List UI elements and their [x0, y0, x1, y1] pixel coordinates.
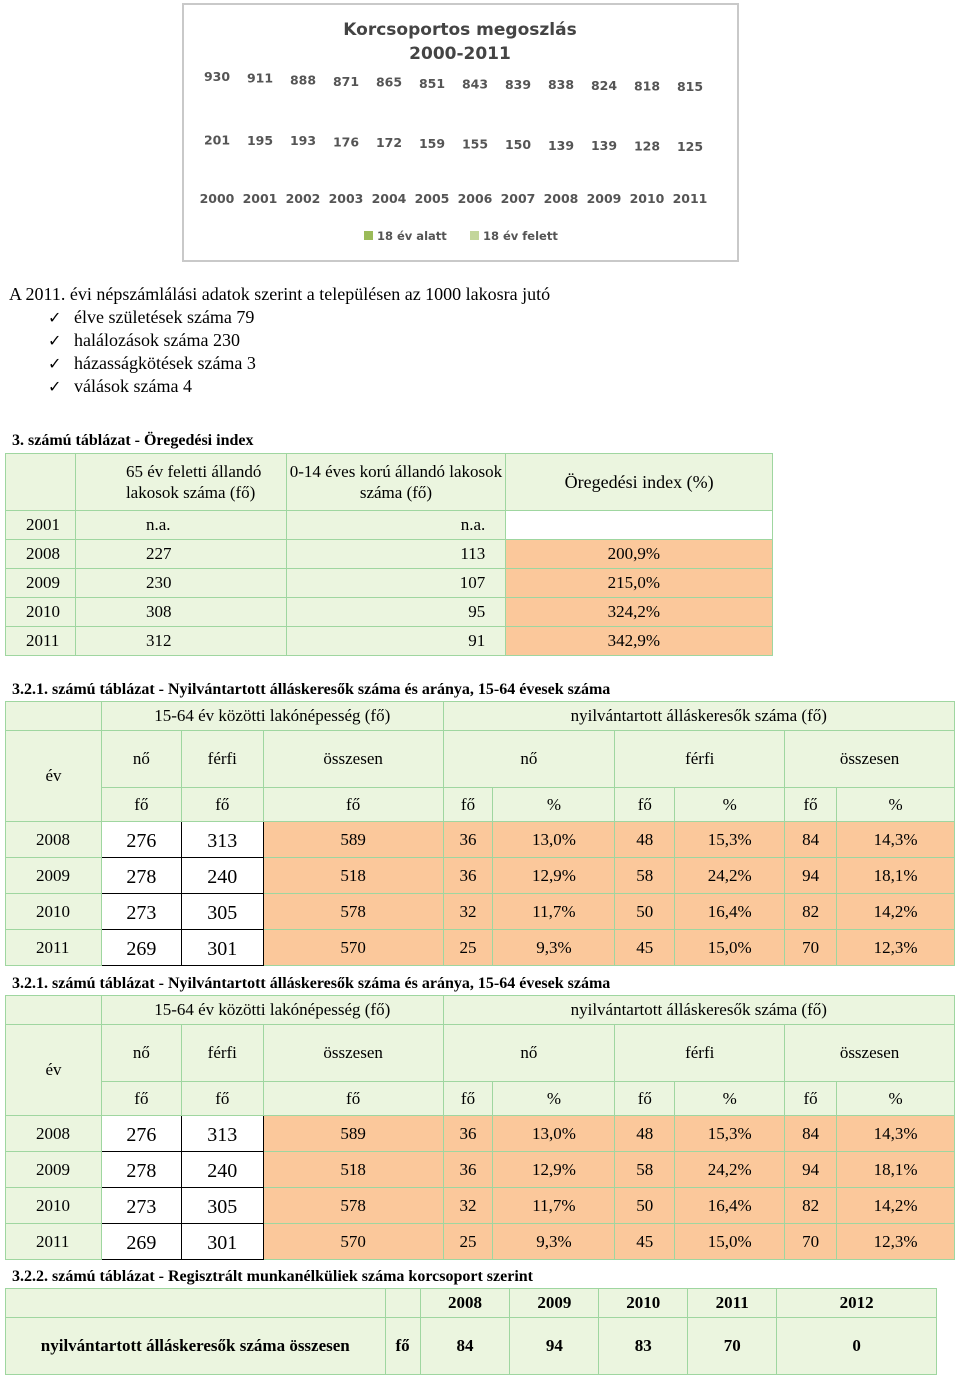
table-cell: 25 [443, 1224, 493, 1260]
checkmark-icon: ✓ [48, 308, 62, 327]
table-row [6, 1152, 955, 1188]
table-cell: 84 [420, 1318, 510, 1375]
sub-header: férfi [615, 1025, 785, 1082]
table-cell: 518 [263, 858, 443, 894]
sub-header: összesen [785, 1025, 955, 1082]
table-row [6, 627, 773, 656]
row-label: nyilvántartott álláskeresők száma összesen [6, 1318, 386, 1375]
table-cell: 45 [615, 1224, 675, 1260]
table-cell: 570 [263, 930, 443, 966]
jobseekers-table-repeat [5, 995, 955, 1260]
table-header: 65 év feletti állandó lakosok száma (fő) [75, 454, 286, 511]
table-cell: 94 [785, 1152, 837, 1188]
x-tick-label: 2004 [371, 191, 407, 206]
unit-header: fő [785, 1082, 837, 1116]
table-cell: 2010 [6, 1188, 102, 1224]
table-cell: 2010 [6, 598, 76, 627]
table-cell: 312 [75, 627, 286, 656]
unit-row [6, 1082, 955, 1116]
chart-title: Korcsoportos megoszlás [343, 20, 577, 40]
sub-header: nő [101, 731, 181, 788]
table-cell: 70 [785, 930, 837, 966]
checkmark-icon: ✓ [48, 377, 62, 396]
table-row [6, 569, 773, 598]
table-row [6, 858, 955, 894]
table-cell: 36 [443, 1116, 493, 1152]
table-cell: 32 [443, 1188, 493, 1224]
chart-svg [184, 5, 737, 260]
table-cell: 48 [615, 822, 675, 858]
table-cell: 305 [181, 1188, 263, 1224]
x-tick-label: 2007 [500, 191, 536, 206]
table-cell: 230 [75, 569, 286, 598]
unit-header: % [493, 1082, 615, 1116]
table-cell: 70 [688, 1318, 777, 1375]
unit-header: % [837, 1082, 955, 1116]
header-row [6, 702, 955, 731]
table-cell: 9,3% [493, 930, 615, 966]
table-row [6, 511, 773, 540]
table-cell: 0 [777, 1318, 937, 1375]
table-row [6, 930, 955, 966]
data-label: 128 [633, 138, 661, 154]
list-item [48, 352, 550, 375]
data-label: 865 [375, 74, 403, 90]
table-cell: 36 [443, 858, 493, 894]
data-label: 159 [418, 136, 446, 151]
data-label: 911 [246, 70, 274, 86]
table-cell: 570 [263, 1224, 443, 1260]
table-cell: 84 [785, 822, 837, 858]
table-row [6, 894, 955, 930]
sub-header: nő [443, 1025, 615, 1082]
table-cell [6, 702, 102, 731]
aging-index-table [5, 453, 773, 656]
table-header: 2009 [510, 1289, 599, 1318]
table-cell: 15,3% [675, 1116, 785, 1152]
table-cell: 313 [181, 822, 263, 858]
data-label: 888 [289, 72, 317, 88]
data-label: 818 [633, 78, 661, 94]
table-cell: 200,9% [506, 540, 773, 569]
table-cell: 14,3% [837, 1116, 955, 1152]
table-cell: 278 [101, 858, 181, 894]
header-row [6, 996, 955, 1025]
unit-header: fő [181, 788, 263, 822]
table-cell: 36 [443, 822, 493, 858]
table-cell: 2001 [6, 511, 76, 540]
legend-swatch [364, 231, 373, 240]
table-cell: 305 [181, 894, 263, 930]
sub-header: összesen [263, 1025, 443, 1082]
table3-caption: 3.2.1. számú táblázat - Nyilvántartott álláskeresők száma és aránya, 15-64 évesek száma [12, 975, 611, 992]
table-cell: 273 [101, 1188, 181, 1224]
data-label: 176 [332, 134, 360, 150]
list-item-text: házasságkötések száma 3 [74, 353, 256, 373]
unit-header: fő [263, 788, 443, 822]
table-cell: 2009 [6, 1152, 102, 1188]
table-cell: 9,3% [493, 1224, 615, 1260]
chart-subtitle: 2000-2011 [409, 44, 511, 64]
x-tick-label: 2002 [285, 191, 321, 206]
table-cell: 36 [443, 1152, 493, 1188]
table-cell: 82 [785, 1188, 837, 1224]
unit-header: % [837, 788, 955, 822]
sub-header: férfi [615, 731, 785, 788]
table-cell: 342,9% [506, 627, 773, 656]
checkmark-icon: ✓ [48, 354, 62, 373]
table-cell: 14,2% [837, 894, 955, 930]
legend-swatch [470, 231, 479, 240]
unit-header: fő [101, 788, 181, 822]
table-cell: 16,4% [675, 1188, 785, 1224]
table-cell: 113 [286, 540, 506, 569]
table-cell: 84 [785, 1116, 837, 1152]
table-cell: 273 [101, 894, 181, 930]
unit-header: fő [443, 1082, 493, 1116]
table-cell: 2011 [6, 930, 102, 966]
table-row [6, 1224, 955, 1260]
table-cell: 32 [443, 894, 493, 930]
table-cell: 215,0% [506, 569, 773, 598]
table-cell: 324,2% [506, 598, 773, 627]
table-header: Öregedési index (%) [506, 454, 773, 511]
group-header: 15-64 év közötti lakónépesség (fő) [101, 702, 443, 731]
legend-label: 18 év felett [483, 229, 558, 243]
table-cell: 269 [101, 930, 181, 966]
table-cell: 15,0% [675, 1224, 785, 1260]
intro-text: A 2011. évi népszámlálási adatok szerint a településen az 1000 lakosra jutó [9, 284, 551, 304]
sub-header: összesen [263, 731, 443, 788]
table-cell: 15,0% [675, 930, 785, 966]
table-cell: 25 [443, 930, 493, 966]
table-cell: 2008 [6, 1116, 102, 1152]
table-cell: 70 [785, 1224, 837, 1260]
table-cell: 11,7% [493, 894, 615, 930]
table-cell: 45 [615, 930, 675, 966]
data-label: 824 [590, 78, 618, 94]
table-cell: 2011 [6, 1224, 102, 1260]
table-cell: 269 [101, 1224, 181, 1260]
table-cell: 94 [785, 858, 837, 894]
table-cell: 18,1% [837, 858, 955, 894]
unit-header: fő [443, 788, 493, 822]
census-summary [9, 283, 550, 398]
x-tick-label: 2009 [586, 191, 622, 206]
table-row [6, 1188, 955, 1224]
sub-header: nő [101, 1025, 181, 1082]
age-distribution-chart [182, 3, 739, 262]
table-header: 2012 [777, 1289, 937, 1318]
table-cell: n.a. [75, 511, 286, 540]
sub-header: férfi [181, 1025, 263, 1082]
table-cell: 2010 [6, 894, 102, 930]
table-header [6, 454, 76, 511]
data-label: 930 [203, 69, 231, 84]
table-cell: 278 [101, 1152, 181, 1188]
table-cell: 16,4% [675, 894, 785, 930]
table-cell [506, 511, 773, 540]
table-cell: 14,2% [837, 1188, 955, 1224]
list-item [48, 375, 550, 398]
table-cell: 518 [263, 1152, 443, 1188]
data-label: 150 [504, 136, 532, 152]
table-cell: 50 [615, 894, 675, 930]
table-cell: 301 [181, 1224, 263, 1260]
table-cell: 24,2% [675, 858, 785, 894]
table-cell: 12,9% [493, 858, 615, 894]
x-tick-label: 2000 [199, 191, 235, 206]
unit-header: fő [181, 1082, 263, 1116]
x-tick-label: 2010 [629, 191, 665, 206]
table-cell: n.a. [286, 511, 506, 540]
table-cell: 276 [101, 1116, 181, 1152]
x-tick-label: 2001 [242, 191, 278, 206]
legend-label: 18 év alatt [377, 229, 447, 243]
table-cell: 589 [263, 822, 443, 858]
data-label: 851 [418, 75, 446, 91]
table-cell: 240 [181, 858, 263, 894]
year-header: év [6, 731, 102, 822]
table2-caption: 3.2.1. számú táblázat - Nyilvántartott álláskeresők száma és aránya, 15-64 évesek száma [12, 681, 611, 698]
table-cell: 11,7% [493, 1188, 615, 1224]
unit-cell: fő [385, 1318, 420, 1375]
table-header: 2008 [420, 1289, 510, 1318]
year-header: év [6, 1025, 102, 1116]
data-label: 843 [461, 76, 489, 92]
table-cell: 95 [286, 598, 506, 627]
list-item-text: válások száma 4 [74, 376, 192, 396]
table-row [6, 598, 773, 627]
unit-header: % [675, 788, 785, 822]
table-row [6, 822, 955, 858]
table-cell: 12,3% [837, 930, 955, 966]
data-label: 871 [332, 74, 360, 90]
table-cell: 2011 [6, 627, 76, 656]
jobseekers-table [5, 701, 955, 966]
unit-header: % [493, 788, 615, 822]
table-cell: 12,9% [493, 1152, 615, 1188]
x-tick-label: 2006 [457, 191, 493, 206]
sub-header: férfi [181, 731, 263, 788]
header-row [6, 1025, 955, 1082]
table-cell: 12,3% [837, 1224, 955, 1260]
unit-header: fő [785, 788, 837, 822]
table-cell: 301 [181, 930, 263, 966]
x-tick-label: 2008 [543, 191, 579, 206]
data-label: 125 [676, 139, 704, 154]
table-cell: 58 [615, 858, 675, 894]
data-label: 839 [504, 76, 532, 92]
table-cell: 308 [75, 598, 286, 627]
table-cell: 578 [263, 1188, 443, 1224]
data-label: 139 [590, 137, 618, 153]
x-tick-label: 2005 [414, 191, 450, 206]
unit-header: fő [263, 1082, 443, 1116]
unit-header: fő [101, 1082, 181, 1116]
table-cell: 2009 [6, 569, 76, 598]
unit-row [6, 788, 955, 822]
table-cell: 13,0% [493, 1116, 615, 1152]
table-header: 0-14 éves korú állandó lakosok száma (fő) [286, 454, 506, 511]
group-header: nyilvántartott álláskeresők száma (fő) [443, 996, 954, 1025]
table-cell: 589 [263, 1116, 443, 1152]
data-label: 155 [461, 136, 489, 152]
table-cell: 2008 [6, 540, 76, 569]
table-cell: 82 [785, 894, 837, 930]
table-cell [6, 996, 102, 1025]
table-cell: 2009 [6, 858, 102, 894]
data-label: 139 [547, 137, 575, 153]
table-cell: 83 [599, 1318, 688, 1375]
table-cell: 578 [263, 894, 443, 930]
header-row [6, 731, 955, 788]
table-cell [6, 1289, 386, 1318]
unit-header: fő [615, 1082, 675, 1116]
table-cell: 24,2% [675, 1152, 785, 1188]
table-cell: 2008 [6, 822, 102, 858]
table-cell: 94 [510, 1318, 599, 1375]
data-label: 193 [289, 133, 317, 149]
group-header: nyilvántartott álláskeresők száma (fő) [443, 702, 954, 731]
table-cell: 15,3% [675, 822, 785, 858]
table-cell: 227 [75, 540, 286, 569]
census-list [9, 306, 550, 398]
data-label: 201 [203, 132, 231, 148]
table-cell: 91 [286, 627, 506, 656]
table-cell: 13,0% [493, 822, 615, 858]
table-cell: 107 [286, 569, 506, 598]
list-item [48, 329, 550, 352]
table-cell: 48 [615, 1116, 675, 1152]
list-item-text: élve születések száma 79 [74, 307, 255, 327]
data-label: 195 [246, 132, 274, 148]
unit-header: % [675, 1082, 785, 1116]
table-cell: 276 [101, 822, 181, 858]
table1-caption: 3. számú táblázat - Öregedési index [12, 432, 254, 449]
sub-header: összesen [785, 731, 955, 788]
table-cell: 240 [181, 1152, 263, 1188]
list-item-text: halálozások száma 230 [74, 330, 240, 350]
table-cell: 313 [181, 1116, 263, 1152]
unit-header: fő [615, 788, 675, 822]
table-cell: 18,1% [837, 1152, 955, 1188]
checkmark-icon: ✓ [48, 331, 62, 350]
x-tick-label: 2011 [672, 191, 708, 206]
table-cell [385, 1289, 420, 1318]
data-label: 838 [547, 77, 575, 92]
data-label: 172 [375, 134, 403, 150]
data-label: 815 [676, 79, 704, 94]
registered-unemployed-table [5, 1288, 937, 1375]
group-header: 15-64 év közötti lakónépesség (fő) [101, 996, 443, 1025]
sub-header: nő [443, 731, 615, 788]
table-row [6, 540, 773, 569]
list-item [48, 306, 550, 329]
table-header: 2010 [599, 1289, 688, 1318]
table-cell: 50 [615, 1188, 675, 1224]
table4-caption: 3.2.2. számú táblázat - Regisztrált munkanélküliek száma korcsoport szerint [12, 1268, 533, 1285]
table-row [6, 1116, 955, 1152]
table-cell: 58 [615, 1152, 675, 1188]
x-tick-label: 2003 [328, 191, 364, 206]
table-header: 2011 [688, 1289, 777, 1318]
table-cell: 14,3% [837, 822, 955, 858]
